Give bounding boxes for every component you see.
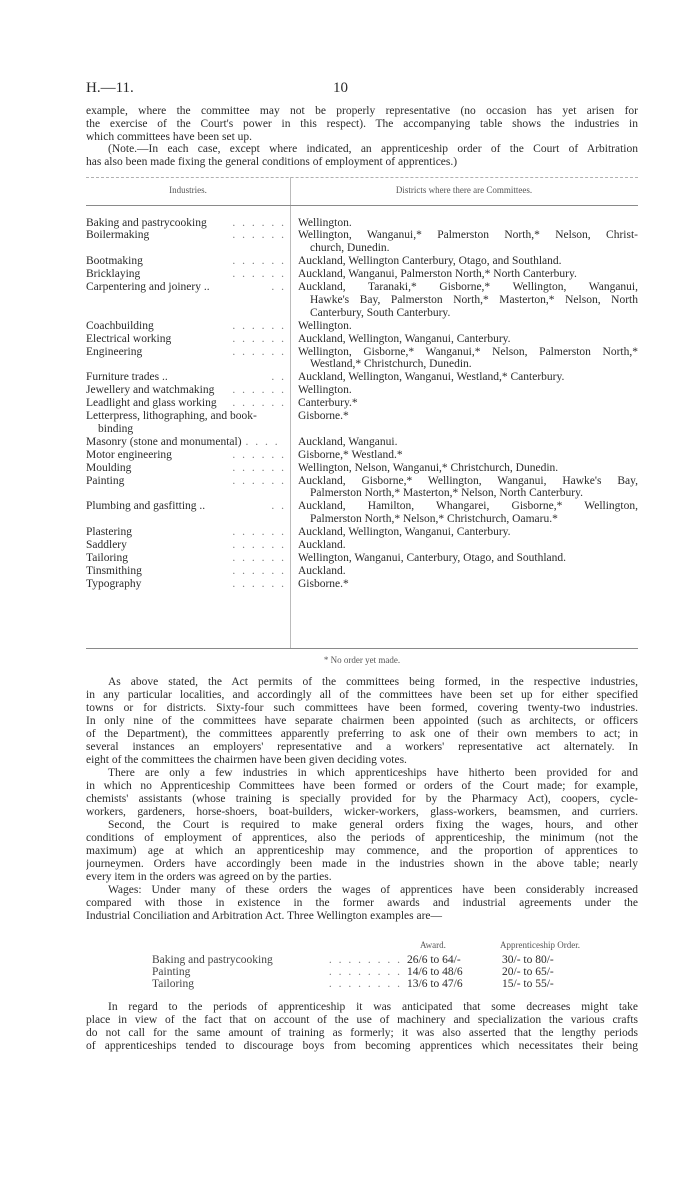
- text-line: In only nine of the committees have separate chairmen been appointed (such as architects, or officers: [86, 715, 638, 727]
- industry-line: [86, 475, 286, 488]
- industry-cell: [86, 397, 286, 410]
- wages-industry: [152, 966, 402, 979]
- industry-line: [86, 397, 286, 410]
- industry-cell: [86, 475, 286, 488]
- leader-dots: . . . . . .: [232, 332, 286, 345]
- district-line: Canterbury.*: [298, 397, 358, 410]
- text-line: every item in the orders was agreed on by the parties.: [86, 871, 332, 883]
- leader-dots: . . . . . .: [232, 551, 286, 564]
- industry-cell: [86, 539, 286, 552]
- page-header-ref: H.—11.: [86, 80, 134, 96]
- industry-name: Leadlight and glass working: [86, 397, 217, 410]
- industry-name: Furniture trades ..: [86, 371, 168, 384]
- table-bottom-rule: [86, 648, 638, 649]
- leader-dots: . . . . . .: [232, 564, 286, 577]
- district-line: church, Dunedin.: [310, 242, 390, 255]
- district-line: Wellington.: [298, 319, 352, 332]
- body-paragraph: [86, 884, 638, 923]
- leader-dots: . . . . . . . .: [328, 965, 402, 978]
- leader-dots: . . . . . .: [232, 319, 286, 332]
- industry-cell: [86, 436, 286, 449]
- leader-dots: . . . . . . . .: [328, 978, 402, 991]
- industry-line: [86, 423, 286, 436]
- districts-cell: [298, 371, 638, 384]
- award-rate: 26/6 to 64/-: [407, 953, 461, 966]
- industry-cell: [86, 346, 286, 359]
- district-line: Auckland.: [298, 539, 346, 551]
- districts-cell: [298, 539, 638, 552]
- industry-line: [86, 578, 286, 591]
- wages-industry-name: Tailoring: [152, 978, 194, 991]
- district-line: Auckland, Gisborne,* Wellington, Wanganui, Hawke's Bay,: [298, 474, 638, 487]
- districts-cell: [298, 384, 638, 397]
- district-line: Wellington, Nelson, Wanganui,* Christchurch, Dunedin.: [298, 461, 559, 474]
- leader-dots: . . . . . . . .: [328, 953, 402, 966]
- district-line: Auckland, Wanganui, Palmerston North,* North Canterbury.: [298, 268, 577, 281]
- industry-line: [86, 371, 286, 384]
- wages-row: [152, 978, 612, 991]
- apprenticeship-order-rate: 30/- to 80/-: [502, 953, 554, 966]
- text-line: journeymen. Orders have accordingly been made in the industries shown in the above table; nearly: [86, 858, 638, 870]
- industry-name: Plastering: [86, 526, 132, 539]
- industry-line: [86, 268, 286, 281]
- text-line: In regard to the periods of apprenticeship it was anticipated that some decreases might take: [108, 1001, 638, 1013]
- leader-dots: . . . . . .: [232, 345, 286, 358]
- district-line: Hawke's Bay, Palmerston North,* Masterton,* Nelson, North: [310, 293, 638, 306]
- district-line: Gisborne.*: [298, 577, 349, 590]
- industry-line: [86, 346, 286, 359]
- districts-cell: [298, 565, 638, 578]
- industry-name: Bootmaking: [86, 255, 143, 268]
- body-paragraph: [86, 819, 638, 884]
- industry-line: [86, 410, 286, 423]
- body-paragraph: [86, 767, 638, 819]
- leader-dots: . . . . . .: [232, 255, 286, 268]
- industry-line: [86, 436, 286, 449]
- industry-line: [86, 281, 286, 294]
- districts-cell: [298, 255, 638, 268]
- districts-cell: [298, 397, 638, 410]
- districts-cell: [298, 552, 638, 565]
- leader-dots: . .: [271, 371, 286, 384]
- districts-cell: [298, 346, 638, 372]
- industry-cell: [86, 410, 286, 436]
- industry-cell: [86, 320, 286, 333]
- industry-line: [86, 462, 286, 475]
- district-line: Auckland, Wellington, Wanganui, Canterbury.: [298, 332, 511, 345]
- industry-cell: [86, 281, 286, 294]
- text-line: several instances an employers' representative and a workers' representative act alternately. In: [86, 741, 638, 753]
- wages-row: [152, 966, 612, 979]
- districts-cell: [298, 436, 638, 449]
- industry-cell: [86, 552, 286, 565]
- text-line: towns or for districts. Sixty-four such committees have been formed, covering twenty-two industries.: [86, 702, 638, 714]
- districts-cell: [298, 449, 638, 462]
- district-line: Wellington, Wanganui,* Palmerston North,* Nelson, Christ-: [298, 229, 638, 242]
- district-line: Gisborne.*: [298, 410, 349, 422]
- district-line: Auckland, Wellington, Wanganui, Canterbury.: [298, 526, 511, 539]
- leader-dots: . . . . . .: [232, 384, 286, 397]
- industry-name: Moulding: [86, 461, 132, 474]
- districts-cell: [298, 229, 638, 255]
- industry-line: [86, 384, 286, 397]
- apprenticeship-order-rate: 20/- to 65/-: [502, 965, 554, 978]
- body-paragraph: [86, 676, 638, 767]
- district-line: Wellington.: [298, 384, 352, 397]
- leader-dots: . . . . . .: [232, 526, 286, 539]
- district-line: Wellington.: [298, 216, 352, 229]
- industry-name: Baking and pastrycooking: [86, 216, 207, 229]
- text-line: Industrial Conciliation and Arbitration Act. Three Wellington examples are—: [86, 910, 443, 922]
- wages-industry: [152, 978, 402, 991]
- industry-line: [86, 500, 286, 513]
- apprenticeship-order-rate: 15/- to 55/-: [502, 978, 554, 991]
- industry-name: Letterpress, lithographing, and book-: [86, 410, 257, 422]
- table-top-rule: [86, 177, 638, 178]
- leader-dots: . . . . . .: [232, 229, 286, 242]
- industry-line: [86, 229, 286, 242]
- leader-dots: . . . . . .: [232, 397, 286, 410]
- text-line: As above stated, the Act permits of the committees being formed, in the respective industries,: [108, 676, 638, 688]
- industry-name: Plumbing and gasfitting ..: [86, 500, 206, 513]
- industry-name: Carpentering and joinery ..: [86, 281, 210, 293]
- body-paragraphs: [86, 676, 638, 923]
- district-line: Palmerston North,* Masterton,* Nelson, North Canterbury.: [310, 487, 583, 500]
- text-line: has also been made fixing the general conditions of employment of apprentices.): [86, 156, 458, 168]
- industry-line: [86, 449, 286, 462]
- leader-dots: . . . . . .: [232, 268, 286, 281]
- award-rate: 13/6 to 47/6: [407, 978, 463, 991]
- industry-name: Bricklaying: [86, 268, 141, 281]
- text-line: (Note.—In each case, except where indicated, an apprenticeship order of the Court of Arbitration: [108, 143, 638, 155]
- district-line: Auckland, Wellington Canterbury, Otago, and Southland.: [298, 255, 562, 268]
- district-line: Auckland, Wanganui.: [298, 435, 398, 448]
- text-line: compared with those in existence in the former awards and industrial agreements under the: [86, 897, 638, 909]
- districts-cell: [298, 281, 638, 320]
- text-line: the exercise of the Court's power in this respect). The accompanying table shows the industries in: [86, 118, 638, 130]
- district-line: Wellington, Wanganui, Canterbury, Otago, and Southland.: [298, 551, 567, 564]
- page-number: 10: [333, 80, 348, 96]
- industry-name: Motor engineering: [86, 448, 172, 461]
- industry-cell: [86, 526, 286, 539]
- industry-name: Masonry (stone and monumental): [86, 435, 242, 448]
- leader-dots: . . . . . .: [232, 474, 286, 487]
- text-line: example, where the committee may not be properly representative (no occasion has yet arisen for: [86, 105, 638, 117]
- industry-cell: [86, 371, 286, 384]
- text-line: in any particular localities, and accordingly all of the committees have been set up for either specified: [86, 689, 638, 701]
- leader-dots: . .: [271, 500, 286, 513]
- text-line: Wages: Under many of these orders the wages of apprentices have been considerably increased: [108, 884, 638, 896]
- leader-dots: . . . .: [245, 435, 280, 448]
- district-line: Palmerston North,* Nelson,* Christchurch, Oamaru.*: [310, 513, 558, 526]
- wages-header-order: Apprenticeship Order.: [500, 940, 580, 950]
- industry-line: [86, 255, 286, 268]
- industry-line: [86, 217, 286, 230]
- text-line: Second, the Court is required to make general orders fixing the wages, hours, and other: [108, 819, 638, 831]
- districts-cell: [298, 526, 638, 539]
- leader-dots: . . . . . .: [232, 216, 286, 229]
- district-line: Canterbury, South Canterbury.: [310, 306, 451, 319]
- district-line: Gisborne,* Westland.*: [298, 448, 403, 461]
- industry-name: Coachbuilding: [86, 319, 154, 332]
- industry-name: Painting: [86, 474, 125, 487]
- industry-cell: [86, 384, 286, 397]
- leader-dots: . .: [271, 281, 286, 293]
- districts-cell: [298, 462, 638, 475]
- industry-name: Electrical working: [86, 332, 172, 345]
- leader-dots: . . . . . .: [232, 461, 286, 474]
- leader-dots: . . . . . .: [232, 577, 286, 590]
- industry-name: Typography: [86, 577, 142, 590]
- wages-header-award: Award.: [420, 940, 446, 950]
- text-line: of apprenticeships tended to discourage boys from becoming apprentices which necessitates their being: [86, 1040, 638, 1052]
- industry-line: [86, 320, 286, 333]
- districts-cell: [298, 500, 638, 526]
- industry-cell: [86, 255, 286, 268]
- leader-dots: . . . . . .: [232, 448, 286, 461]
- industry-cell: [86, 500, 286, 513]
- districts-cell: [298, 410, 638, 423]
- districts-cell: [298, 268, 638, 281]
- final-paragraph: [86, 1001, 638, 1053]
- wages-industry-name: Painting: [152, 965, 191, 978]
- district-line: Auckland, Hamilton, Whangarei, Gisborne,* Wellington,: [298, 500, 638, 513]
- table-header-districts: Districts where there are Committees.: [395, 185, 533, 195]
- district-line: Auckland, Wellington, Wanganui, Westland,* Canterbury.: [298, 371, 565, 384]
- district-line: Auckland.: [298, 564, 346, 577]
- industry-line: [86, 565, 286, 578]
- industry-cell: [86, 268, 286, 281]
- text-line: eight of the committees the chairmen have been given deciding votes.: [86, 754, 407, 766]
- table-header-rule: [86, 205, 638, 206]
- industry-cell: [86, 565, 286, 578]
- districts-cell: [298, 320, 638, 333]
- industry-name: Saddlery: [86, 539, 127, 551]
- industry-line: [86, 539, 286, 552]
- table-column-divider: [290, 177, 291, 648]
- intro-paragraph: [86, 105, 638, 144]
- industry-name: Tailoring: [86, 551, 128, 564]
- industry-name: binding: [98, 422, 134, 435]
- text-line: workers, gardeners, horse-shoers, boat-builders, wicker-workers, glass-workers, beamsmen, and curriers.: [86, 806, 638, 818]
- industry-cell: [86, 217, 286, 230]
- industry-name: Engineering: [86, 345, 143, 358]
- districts-cell: [298, 578, 638, 591]
- text-line: place in view of the fact that on account of the use of machinery and specialization the various crafts: [86, 1014, 638, 1026]
- table-footnote: * No order yet made.: [323, 655, 401, 665]
- industry-name: Boilermaking: [86, 229, 150, 242]
- leader-dots: . . . . . .: [232, 539, 286, 551]
- industry-cell: [86, 578, 286, 591]
- wages-industry: [152, 954, 402, 967]
- districts-cell: [298, 475, 638, 501]
- text-line: of the Department), the committees apparently preferring to ask one of their own members to act; in: [86, 728, 638, 740]
- industry-line: [86, 526, 286, 539]
- industry-cell: [86, 449, 286, 462]
- district-line: Wellington, Gisborne,* Wanganui,* Nelson, Palmerston North,*: [298, 345, 638, 358]
- text-line: chemists' assistants (whose training is specially provided for by the Pharmacy Act), coopers, cycle-: [86, 793, 638, 805]
- district-line: Auckland, Taranaki,* Gisborne,* Wellington, Wanganui,: [298, 281, 638, 293]
- text-line: do not call for the same amount of training as formerly; it was also asserted that the lengthy periods: [86, 1027, 638, 1039]
- text-line: which committees have been set up.: [86, 131, 253, 143]
- industry-line: [86, 333, 286, 346]
- text-line: There are only a few industries in which apprenticeships have hitherto been provided for and: [108, 767, 638, 779]
- wages-row: [152, 954, 612, 967]
- note-paragraph: [86, 143, 638, 169]
- industry-cell: [86, 462, 286, 475]
- industry-name: Tinsmithing: [86, 564, 142, 577]
- industry-line: [86, 552, 286, 565]
- district-line: Westland,* Christchurch, Dunedin.: [310, 358, 472, 371]
- text-line: conditions of employment of apprentices, also the periods of apprenticeship, the minimum (not the: [86, 832, 638, 844]
- text-line: in which no Apprenticeship Committees have been formed or orders of the Court made; for example,: [86, 780, 638, 792]
- text-line: maximum) age at which an apprenticeship may commence, and the proportion of apprentices to: [86, 845, 638, 857]
- districts-cell: [298, 217, 638, 230]
- industry-name: Jewellery and watchmaking: [86, 384, 215, 397]
- table-header-industries: Industries.: [169, 185, 207, 195]
- industry-cell: [86, 333, 286, 346]
- wages-industry-name: Baking and pastrycooking: [152, 953, 273, 966]
- award-rate: 14/6 to 48/6: [407, 965, 463, 978]
- districts-cell: [298, 333, 638, 346]
- industry-cell: [86, 229, 286, 242]
